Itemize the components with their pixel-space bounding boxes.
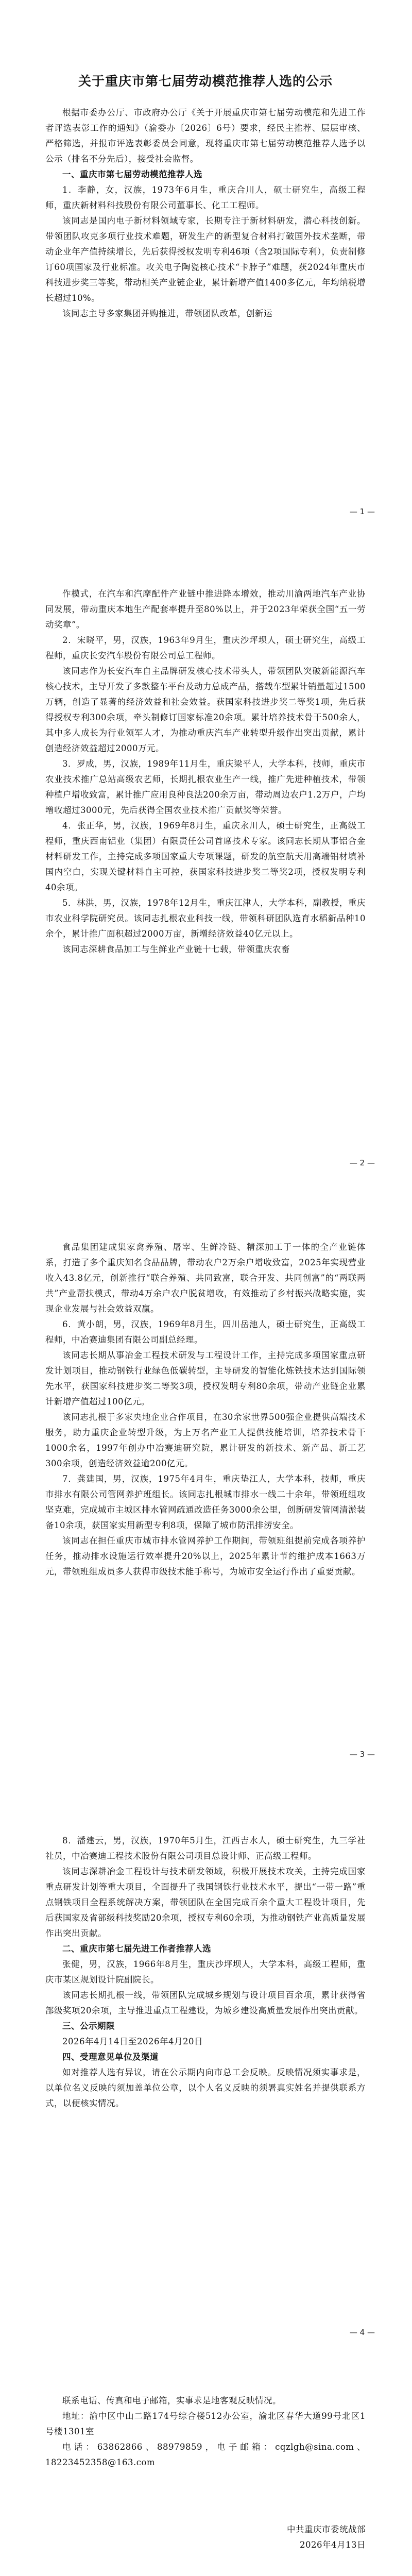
paragraph: 该同志在担任重庆市城市排水管网养护工作期间，带领班组提前完成各项养护任务，推动排水设施运行效率提升20%以上，2025年累计节约维护成本1663万元，带领班组成员多人获得市级技术能手称号，为城市安全运行作出了重要贡献。 xyxy=(45,1536,366,1577)
document-title: 关于重庆市第七届劳动模范推荐人选的公示 xyxy=(78,74,333,89)
paragraph: 7．龚建国，男，汉族，1975年4月生，重庆垫江人，大学本科，技师，重庆市排水有限公司管网养护班组长。该同志扎根城市排水一线二十余年，带领班组攻坚克难，完成城市主城区排水管网疏通改造任务3000余公里，创新研发管网清淤装备10余项，获国家实用新型专利8项，保障了城市防汛排涝安全。 xyxy=(45,1474,366,1530)
paragraph: 2026年4月14日至2026年4月20日 xyxy=(62,2037,203,2046)
page-1 xyxy=(0,0,412,547)
paragraph: 2．宋晓平，男，汉族，1963年9月生，重庆沙坪坝人，硕士研究生，高级工程师，重庆长安汽车股份有限公司总工程师。 xyxy=(45,635,366,660)
paragraph: 1．李静，女，汉族，1973年6月生，重庆合川人，硕士研究生，高级工程师，重庆新材料科技股份有限公司董事长、化工工程师。 xyxy=(45,185,366,210)
paragraph: 该同志深耕冶金工程设计与技术研发领域，积极开展技术攻关，主持完成国家重点研发计划等重大项目，全面提升了我国钢铁行业技术水平，提出“一带一路”重点钢铁项目全程系统解决方案，带领团队在全国完成百余个重大工程设计项目，先后获国家及省部级科技奖励20余项，授权专利60余项，为推动钢铁产业高质量发展作出突出贡献。 xyxy=(45,1867,366,1938)
paragraph: 4．张正华，男，汉族，1969年8月生，重庆永川人，硕士研究生，正高级工程师，重庆西南铝业（集团）有限责任公司首席技术专家。该同志长期从事铝合金材料研发工作，主持完成多项国家重大专项课题，研发的航空航天用高端铝材填补国内空白，实现关键材料自主可控，获国家科技进步奖二等奖2项，授权发明专利40余项。 xyxy=(45,821,366,892)
intro-paragraph: 根据市委办公厅、市政府办公厅《关于开展重庆市第七届劳动模范和先进工作者评选表彰工作的通知》（渝委办〔2026〕6号）要求，经民主推荐、层层审核、严格筛选，并报市评选表彰委员会同意，现将重庆市第七届劳动模范推荐人选予以公示（排名不分先后），接受社会监督。 xyxy=(45,108,366,164)
section-heading-3: 三、公示期限 xyxy=(62,2021,115,2031)
paragraph: 5．林洪，男，汉族，1978年12月生，重庆江津人，大学本科，副教授，重庆市农业科学院研究员。该同志扎根农业科技一线，带领科研团队选育水稻新品种10余个，累计推广面积超过2000万亩，新增经济效益40亿元以上。 xyxy=(45,898,366,939)
page-3-content xyxy=(45,1240,366,1580)
page-number: — 2 — xyxy=(349,1158,375,1167)
page-4-content xyxy=(45,1833,366,2111)
paragraph: 该同志深耕食品加工与生鲜业产业链十七载，带领重庆农畜 xyxy=(62,944,290,954)
paragraph: 联系电话、传真和电子邮箱，实事求是地客观反映情况。 xyxy=(62,2396,281,2405)
section-heading-4: 四、受理意见单位及渠道 xyxy=(62,2052,159,2062)
section-heading-2: 二、重庆市第七届先进工作者推荐人选 xyxy=(62,1944,211,1954)
paragraph: 该同志是国内电子新材料领域专家，长期专注于新材料研发，潜心科技创新。带领团队攻克多项行业技术难题，研发生产的新型复合材料打破国外技术垄断，带动企业年产值持续增长，先后获得授权发明专利46项（含2项国际专利），负责制修订60项国家及行业标准。攻关电子陶瓷核心技术“卡脖子”难题，获2024年重庆市科技进步奖三等奖，带动相关产业链企业，累计新增产值1400多亿元，年均纳税增长超过10%。 xyxy=(45,216,366,303)
paragraph: 8．潘建云，男，汉族，1970年5月生，江西吉水人，硕士研究生，九三学社社员，中冶赛迪工程技术股份有限公司项目总设计师、正高级工程师。 xyxy=(45,1836,366,1861)
page-5 xyxy=(0,2370,412,2576)
page-number: — 1 — xyxy=(349,507,375,516)
paragraph: 作模式，在汽车和汽摩配件产业链中推进降本增效，推动川渝两地汽车产业协同发展，带动重庆本地生产配套率提升至80%以上，并于2023年荣获全国“五一劳动奖章”。 xyxy=(45,589,366,630)
page-1-content xyxy=(45,71,366,321)
paragraph: 该同志主导多家集团并购推进，带领团队改革，创新运 xyxy=(62,309,272,318)
signature-organization: 中共重庆市委统战部 xyxy=(287,2524,366,2534)
page-5-content xyxy=(45,2393,366,2553)
page-2 xyxy=(0,547,412,1200)
signature-date: 2026年4月13日 xyxy=(300,2540,366,2550)
paragraph: 该同志长期从事冶金工程技术研发与工程设计工作，主持完成多项国家重点研发计划项目，推动钢铁行业绿色低碳转型，主导研发的智能化炼铁技术达到国际领先水平，获国家科技进步奖二等奖3项，授权发明专利80余项，带动产业链企业累计新增产值超过100亿元。 xyxy=(45,1350,366,1406)
page-number: — 3 — xyxy=(349,1750,375,1759)
paragraph: 该同志作为长安汽车自主品牌研发核心技术带头人，带领团队突破新能源汽车核心技术，主导开发了多款整车平台及动力总成产品，搭载车型累计销量超过1500万辆，创造了显著的经济效益和社会效益。获国家科技进步奖二等奖1项，先后获得授权专利300余项，牵头制修订国家标准20余项。累计培养技术骨干500余人，其中多人成长为行业领军人才，为推动重庆汽车产业转型升级作出突出贡献，累计创造经济效益超过2000万元。 xyxy=(45,666,366,753)
paragraph: 该同志扎根于多家央地企业合作项目，在30余家世界500强企业提供高端技术服务，助力重庆企业转型升级，为上万名产业工人提供技能培训，培养技术骨干1000余名，1997年创办中冶赛迪研究院，累计研发的新技术、新产品、新工艺300余项，创造经济效益逾200亿元。 xyxy=(45,1412,366,1468)
paragraph: 张健，男，汉族，1966年8月生，重庆沙坪坝人，大学本科，高级工程师，重庆市某区规划设计院副院长。 xyxy=(45,1959,366,1985)
contact-address: 地址：渝中区中山二路174号综合楼512办公室，渝北区春华大道99号北区1号楼1301室 xyxy=(45,2411,366,2436)
page-4 xyxy=(0,1792,412,2370)
contact-phone-email: 电话：63862866、88979859，电子邮箱：cqzlgh@sina.com、18223452358@163.com xyxy=(45,2442,366,2467)
paragraph: 该同志长期扎根一线，带领团队完成城乡规划与设计项目百余项，累计获得省部级奖项20余项，主导推进重点工程建设，为城乡建设高质量发展作出突出贡献。 xyxy=(45,1990,366,2015)
page-2-content xyxy=(45,586,366,957)
paragraph: 食品集团建成集家禽养殖、屠宰、生鲜冷链、精深加工于一体的全产业链体系，打造了多个重庆知名食品品牌，带动农户2万余户增收致富，2025年实现营业收入43.8亿元，创新推行“联合养殖、共同致富，联合开发、共同创富”的“两联两共”产业帮扶模式，带动4万余户农户脱贫增收，有效推动了乡村振兴战略实施，实现企业发展与社会效益双赢。 xyxy=(45,1242,366,1314)
section-heading-1: 一、重庆市第七届劳动模范推荐人选 xyxy=(62,170,202,179)
page-number: — 4 — xyxy=(349,2328,375,2337)
page-3 xyxy=(0,1200,412,1792)
spacer xyxy=(45,2470,366,2522)
paragraph: 3．罗成，男，汉族，1989年11月生，重庆梁平人，大学本科，技师，重庆市农业技术推广总站高级农艺师，长期扎根农业生产一线，推广先进种植技术，带领种植户增收致富，累计推广应用良种良法200余万亩，带动周边农户1.2万户，户均增收超过3000元，先后获得全国农业技术推广贡献奖等荣誉。 xyxy=(45,759,366,815)
paragraph: 如对推荐人选有异议，请在公示期内向市总工会反映。反映情况须实事求是，以单位名义反映的须加盖单位公章，以个人名义反映的须署真实姓名并提供联系方式，以便核实情况。 xyxy=(45,2067,366,2108)
paragraph: 6．黄小朗，男，汉族，1969年8月生，四川岳池人，硕士研究生，正高级工程师，中冶赛迪集团有限公司副总经理。 xyxy=(45,1319,366,1345)
